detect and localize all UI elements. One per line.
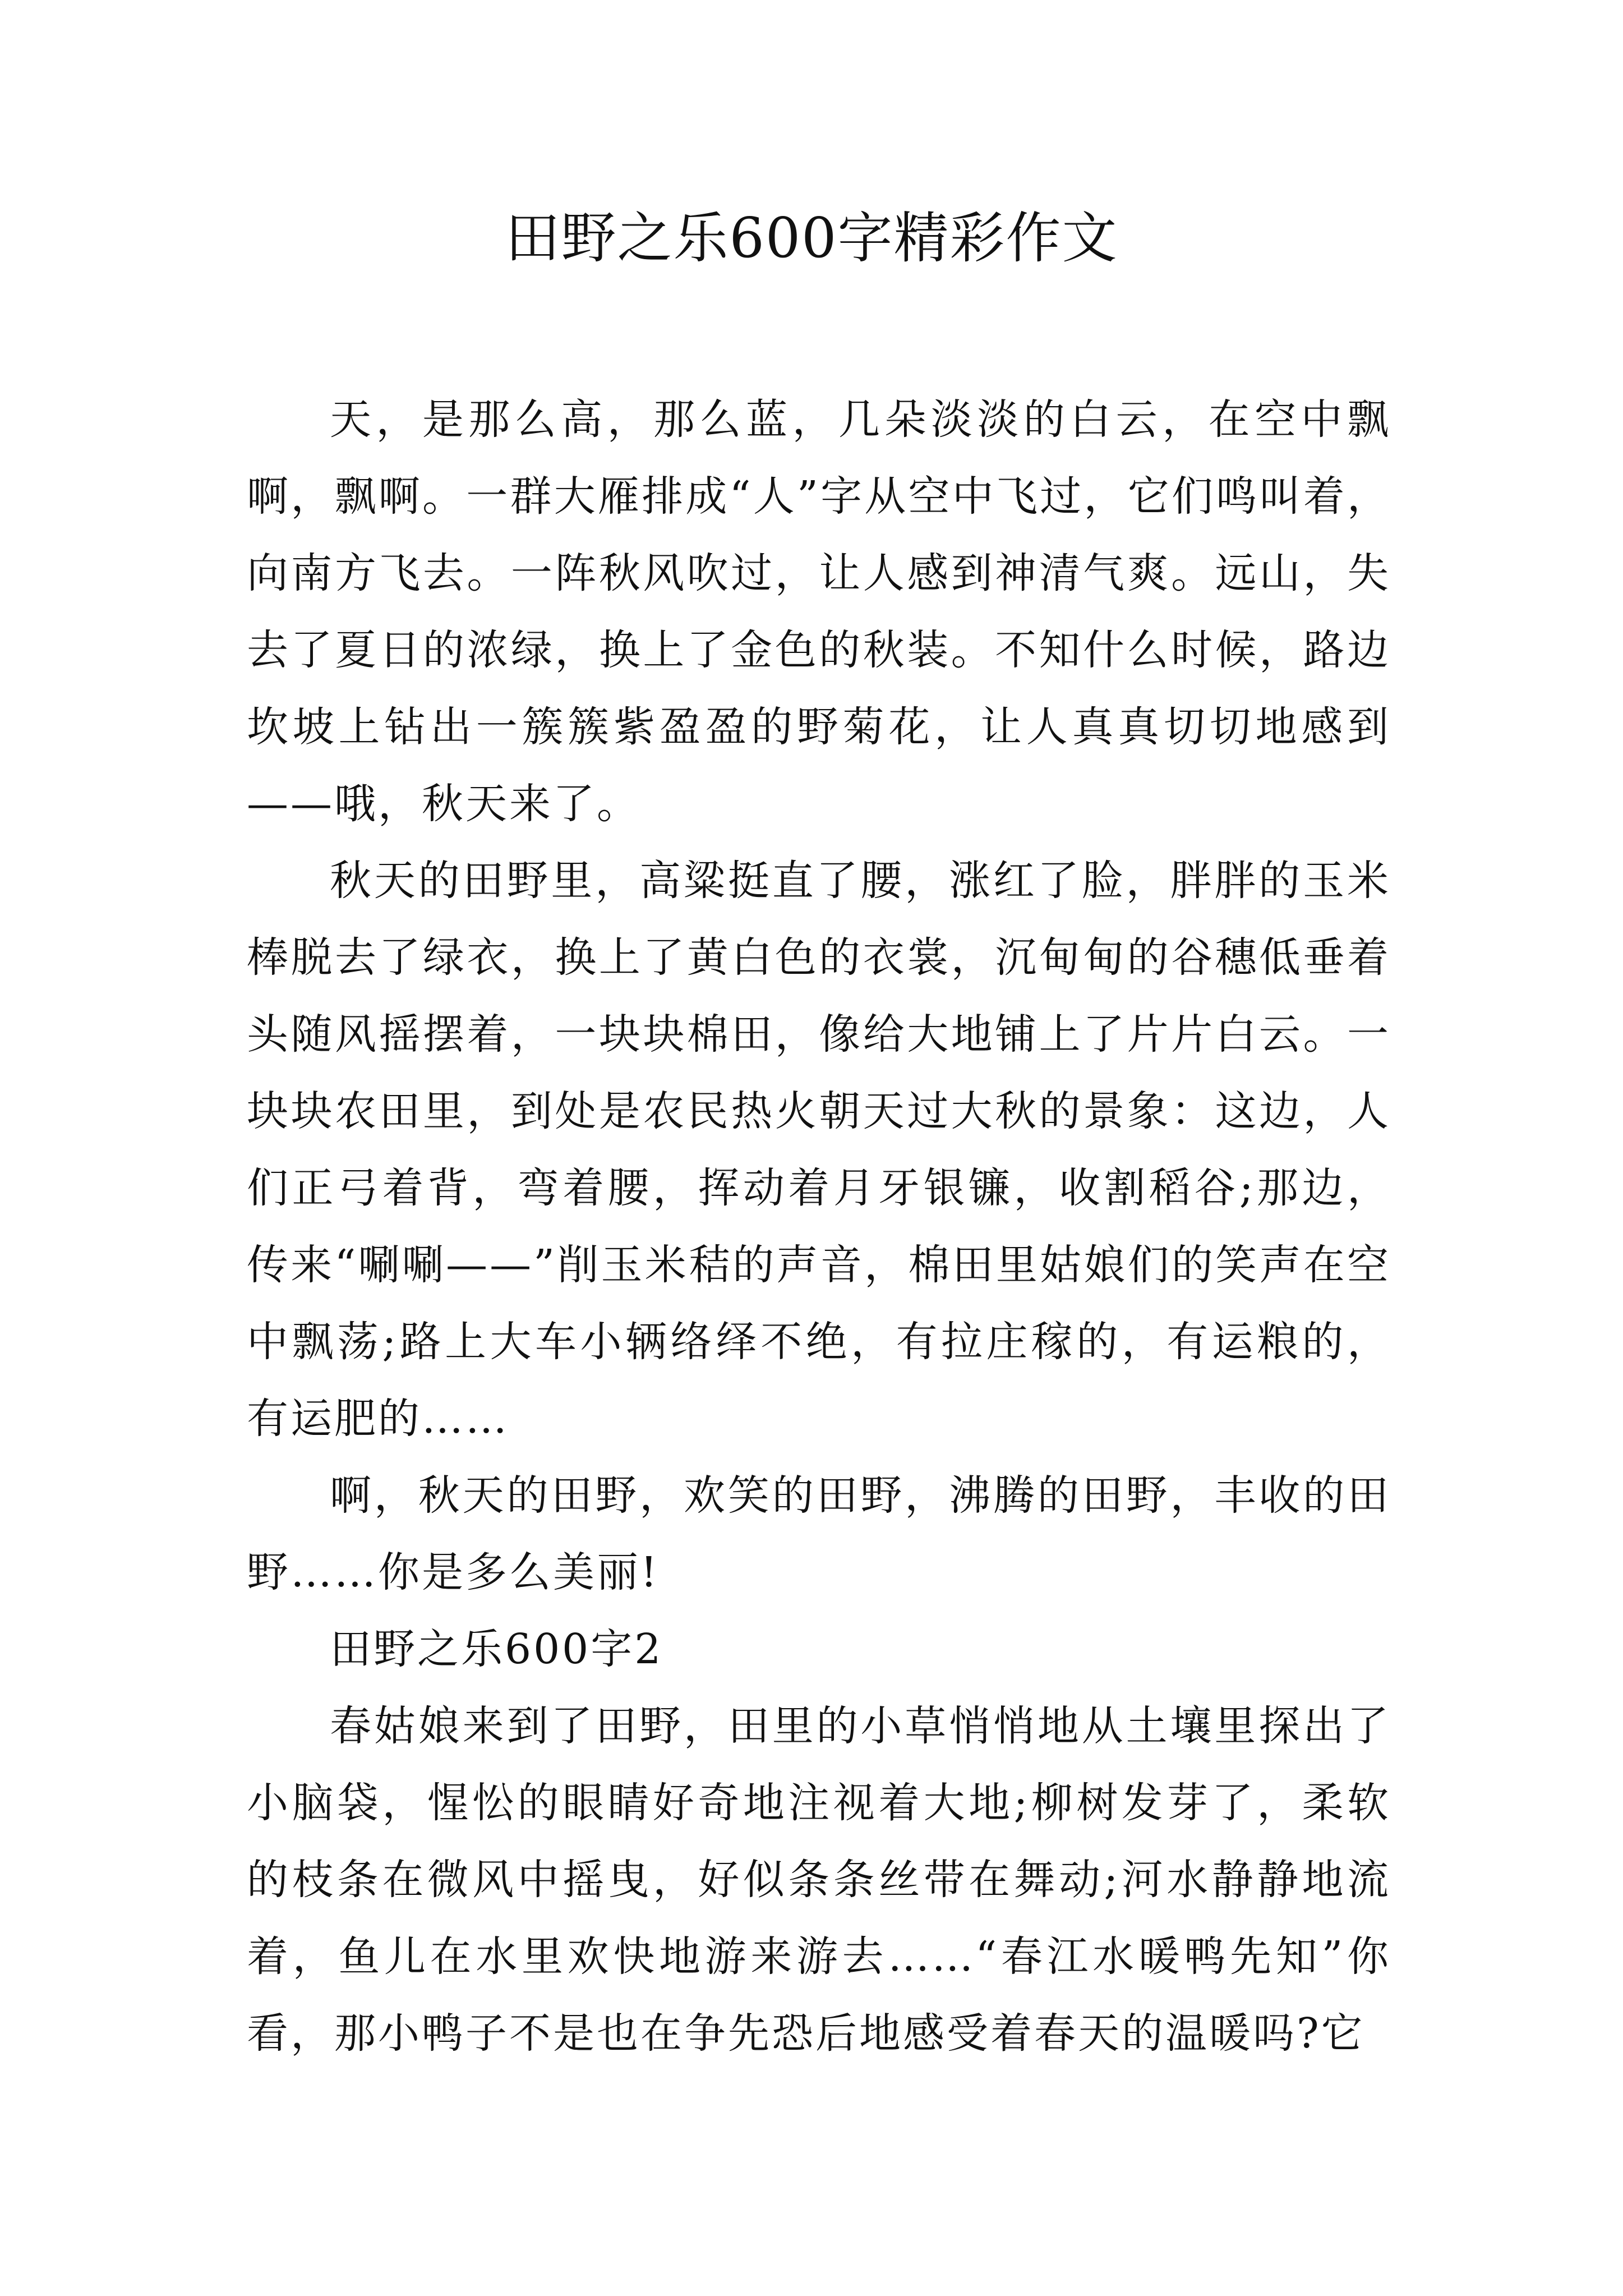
document-title: 田野之乐600字精彩作文 (505, 206, 1118, 270)
paragraph-3: 啊，秋天的田野，欢笑的田野，沸腾的田野，丰收的田野……你是多么美丽! (247, 1471, 1391, 1596)
paragraph-4: 春姑娘来到了田野，田里的小草悄悄地从土壤里探出了小脑袋，惺忪的眼睛好奇地注视着大地;柳树发芽了，柔软的枝条在微风中摇曳，好似条条丝带在舞动;河水静静地流着，鱼儿在水里欢快地游来游去……“春江水暖鸭先知”你看，那小鸭子不是也在争先恐后地感受着春天的温暖吗?它 (247, 1702, 1391, 2058)
document-body (247, 381, 1391, 2072)
paragraph-2: 秋天的田野里，高粱挺直了腰，涨红了脸，胖胖的玉米棒脱去了绿衣，换上了黄白色的衣裳，沉甸甸的谷穗低垂着头随风摇摆着，一块块棉田，像给大地铺上了片片白云。一块块农田里，到处是农民热火朝天过大秋的景象：这边，人们正弓着背，弯着腰，挥动着月牙银镰，收割稻谷;那边，传来“唰唰——”削玉米秸的声音，棉田里姑娘们的笑声在空中飘荡;路上大车小辆络绎不绝，有拉庄稼的，有运粮的，有运肥的…… (247, 857, 1391, 1443)
paragraph-1: 天，是那么高，那么蓝，几朵淡淡的白云，在空中飘啊，飘啊。一群大雁排成“人”字从空中飞过，它们鸣叫着，向南方飞去。一阵秋风吹过，让人感到神清气爽。远山，失去了夏日的浓绿，换上了金色的秋装。不知什么时候，路边坎坡上钻出一簇簇紫盈盈的野菊花，让人真真切切地感到——哦，秋天来了。 (247, 395, 1391, 828)
section-subheading: 田野之乐600字2 (330, 1625, 663, 1673)
